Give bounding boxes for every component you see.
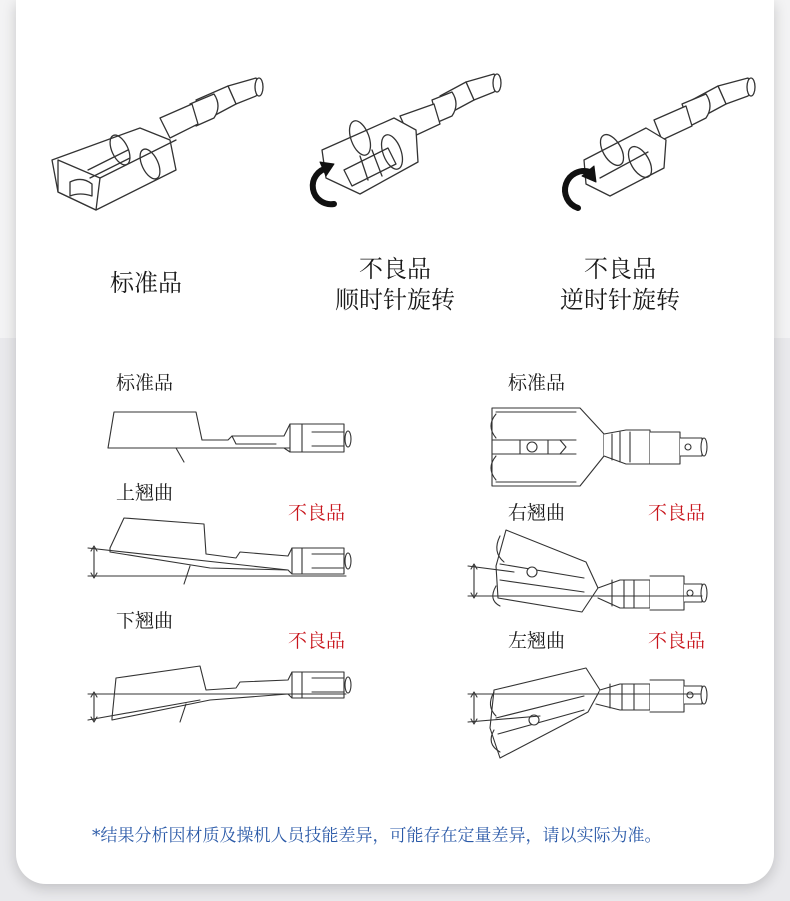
label-left-warp: 左翘曲 (508, 630, 566, 652)
side-view-up-warp (88, 518, 351, 584)
terminal-clockwise-3d (322, 74, 501, 194)
label-up-warp: 上翘曲 (116, 482, 174, 504)
top-view-standard (491, 408, 707, 486)
label-clockwise: 顺时针旋转 (335, 286, 455, 314)
label-standard-3d: 标准品 (110, 269, 182, 297)
label-side-standard: 标准品 (116, 372, 174, 394)
top-view-right-warp (468, 530, 707, 612)
label-side-defect-2: 不良品 (288, 630, 346, 652)
label-top-defect-1: 不良品 (648, 502, 706, 524)
side-view-standard (108, 412, 351, 462)
footnote: *结果分析因材质及操机人员技能差异，可能存在定量差异，请以实际为准。 (92, 826, 662, 846)
terminal-standard-3d (52, 78, 263, 210)
label-top-defect-2: 不良品 (648, 630, 706, 652)
label-down-warp: 下翘曲 (116, 610, 174, 632)
side-view-down-warp (88, 666, 351, 722)
label-counterclockwise: 逆时针旋转 (560, 286, 680, 314)
label-side-defect-1: 不良品 (288, 502, 346, 524)
label-top-standard: 标准品 (508, 372, 566, 394)
top-view-left-warp (468, 668, 707, 758)
label-right-warp: 右翘曲 (508, 502, 566, 524)
terminal-counterclockwise-3d (584, 78, 755, 196)
label-defect-ccw: 不良品 (584, 255, 656, 283)
label-defect-cw: 不良品 (359, 255, 431, 283)
